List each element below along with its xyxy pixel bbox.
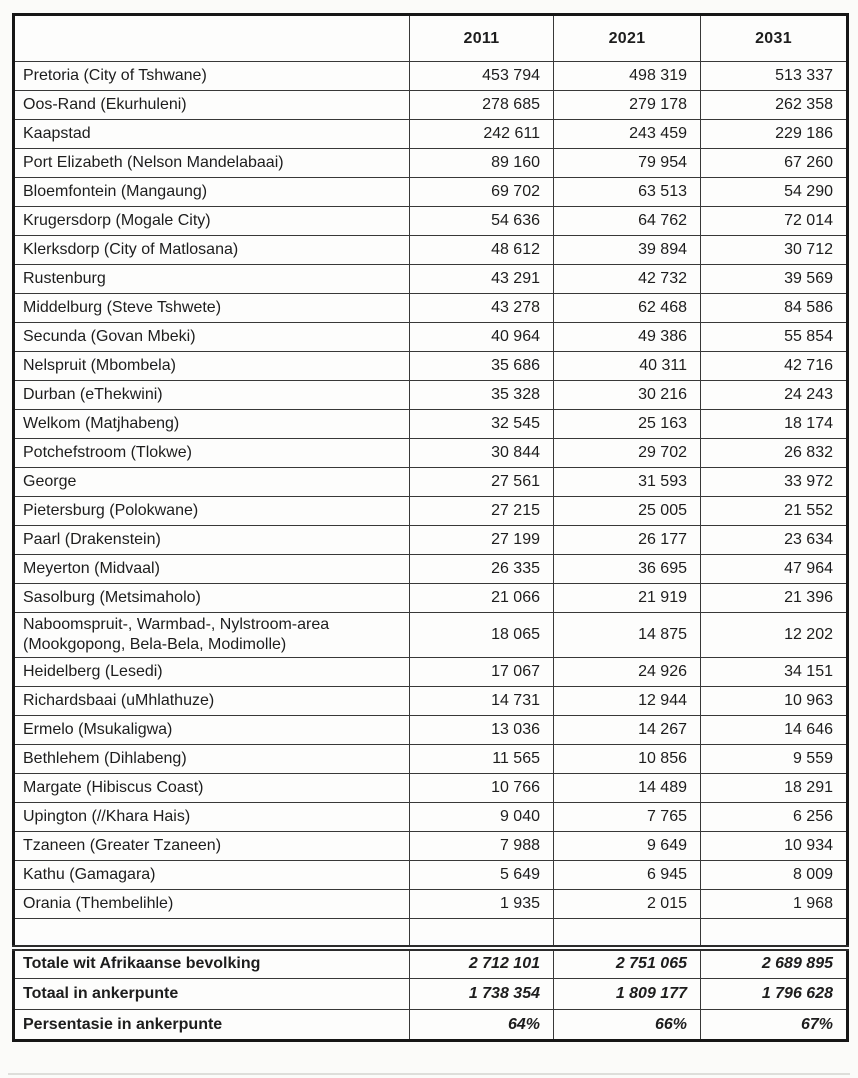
row-value-cell-2021: 29 702: [554, 439, 701, 468]
row-value-cell-2011: 11 565: [410, 745, 554, 774]
row-value-cell-2031: 34 151: [701, 658, 848, 687]
row-value-cell-2011: 10 766: [410, 774, 554, 803]
row-value-cell-2011: 5 649: [410, 861, 554, 890]
table-row: [14, 62, 848, 91]
row-label-cell: Rustenburg: [14, 265, 410, 294]
row-value-cell-2011: 27 215: [410, 497, 554, 526]
row-value-cell-2031: 23 634: [701, 526, 848, 555]
row-value-cell-2031: 10 963: [701, 687, 848, 716]
row-label-cell: Port Elizabeth (Nelson Mandelabaai): [14, 149, 410, 178]
table-row: [14, 468, 848, 497]
table-spacer-body: [14, 919, 848, 948]
row-value-cell-2021: 31 593: [554, 468, 701, 497]
row-label-cell: Paarl (Drakenstein): [14, 526, 410, 555]
row-value-cell-2031: 1 968: [701, 890, 848, 919]
row-value-cell-2021: 9 649: [554, 832, 701, 861]
row-value-cell-2011: 1 935: [410, 890, 554, 919]
row-value-cell-2021: 25 163: [554, 410, 701, 439]
row-value-cell-2021: 6 945: [554, 861, 701, 890]
year-column-header-2011: 2011: [410, 15, 554, 62]
row-value-cell-2031: 262 358: [701, 91, 848, 120]
table-row: [14, 555, 848, 584]
row-label-cell: Bethlehem (Dihlabeng): [14, 745, 410, 774]
row-value-cell-2021: 7 765: [554, 803, 701, 832]
summary-row: [14, 979, 848, 1010]
summary-row: [14, 1010, 848, 1041]
row-label-cell: Orania (Thembelihle): [14, 890, 410, 919]
row-value-cell-2031: 513 337: [701, 62, 848, 91]
row-value-cell-2021: 26 177: [554, 526, 701, 555]
row-value-cell-2011: 17 067: [410, 658, 554, 687]
summary-label-cell: Persentasie in ankerpunte: [14, 1010, 410, 1041]
row-value-cell-2031: 21 552: [701, 497, 848, 526]
table-row: [14, 774, 848, 803]
row-value-cell-2011: 27 561: [410, 468, 554, 497]
row-value-cell-2021: 30 216: [554, 381, 701, 410]
row-label-cell: Secunda (Govan Mbeki): [14, 323, 410, 352]
row-value-cell-2021: 12 944: [554, 687, 701, 716]
summary-value-cell-2011: 2 712 101: [410, 948, 554, 979]
row-value-cell-2011: 69 702: [410, 178, 554, 207]
table-row: [14, 613, 848, 658]
empty-value-cell: [701, 919, 848, 948]
row-value-cell-2011: 7 988: [410, 832, 554, 861]
row-value-cell-2031: 14 646: [701, 716, 848, 745]
table-row: [14, 832, 848, 861]
row-label-cell: Margate (Hibiscus Coast): [14, 774, 410, 803]
row-value-cell-2021: 10 856: [554, 745, 701, 774]
table-summary-body: [14, 948, 848, 1041]
row-label-cell: Nelspruit (Mbombela): [14, 352, 410, 381]
row-value-cell-2021: 14 489: [554, 774, 701, 803]
row-value-cell-2021: 243 459: [554, 120, 701, 149]
row-value-cell-2011: 35 328: [410, 381, 554, 410]
row-value-cell-2031: 6 256: [701, 803, 848, 832]
row-value-cell-2021: 498 319: [554, 62, 701, 91]
row-label-cell: Heidelberg (Lesedi): [14, 658, 410, 687]
row-value-cell-2011: 43 291: [410, 265, 554, 294]
summary-value-cell-2011: 1 738 354: [410, 979, 554, 1010]
summary-value-cell-2021: 2 751 065: [554, 948, 701, 979]
row-value-cell-2021: 24 926: [554, 658, 701, 687]
row-value-cell-2031: 39 569: [701, 265, 848, 294]
table-row: [14, 410, 848, 439]
row-value-cell-2031: 8 009: [701, 861, 848, 890]
row-value-cell-2011: 9 040: [410, 803, 554, 832]
table-row: [14, 149, 848, 178]
row-value-cell-2011: 242 611: [410, 120, 554, 149]
row-value-cell-2031: 24 243: [701, 381, 848, 410]
row-value-cell-2031: 47 964: [701, 555, 848, 584]
row-label-cell: Pietersburg (Polokwane): [14, 497, 410, 526]
table-row: [14, 207, 848, 236]
row-value-cell-2011: 43 278: [410, 294, 554, 323]
table-row: [14, 236, 848, 265]
table-row: [14, 658, 848, 687]
row-value-cell-2031: 30 712: [701, 236, 848, 265]
row-value-cell-2021: 36 695: [554, 555, 701, 584]
row-value-cell-2021: 25 005: [554, 497, 701, 526]
page-edge-shadow: [8, 1073, 850, 1075]
summary-value-cell-2031: 67%: [701, 1010, 848, 1041]
row-value-cell-2021: 279 178: [554, 91, 701, 120]
row-label-cell: Durban (eThekwini): [14, 381, 410, 410]
row-value-cell-2031: 21 396: [701, 584, 848, 613]
row-label-cell: Meyerton (Midvaal): [14, 555, 410, 584]
summary-value-cell-2031: 2 689 895: [701, 948, 848, 979]
table-row: [14, 497, 848, 526]
row-value-cell-2011: 40 964: [410, 323, 554, 352]
row-value-cell-2021: 64 762: [554, 207, 701, 236]
row-value-cell-2021: 42 732: [554, 265, 701, 294]
row-label-cell: Middelburg (Steve Tshwete): [14, 294, 410, 323]
row-value-cell-2011: 278 685: [410, 91, 554, 120]
summary-label-cell: Totale wit Afrikaanse bevolking: [14, 948, 410, 979]
table-row: [14, 323, 848, 352]
summary-label-cell: Totaal in ankerpunte: [14, 979, 410, 1010]
summary-value-cell-2021: 66%: [554, 1010, 701, 1041]
table-row: [14, 265, 848, 294]
table-row: [14, 803, 848, 832]
row-value-cell-2031: 42 716: [701, 352, 848, 381]
row-value-cell-2021: 14 267: [554, 716, 701, 745]
row-value-cell-2031: 54 290: [701, 178, 848, 207]
summary-value-cell-2011: 64%: [410, 1010, 554, 1041]
row-value-cell-2011: 26 335: [410, 555, 554, 584]
row-value-cell-2031: 26 832: [701, 439, 848, 468]
table-row: [14, 120, 848, 149]
row-value-cell-2011: 14 731: [410, 687, 554, 716]
table-row: [14, 526, 848, 555]
empty-value-cell: [410, 919, 554, 948]
row-label-cell: Kaapstad: [14, 120, 410, 149]
row-value-cell-2021: 40 311: [554, 352, 701, 381]
row-value-cell-2021: 14 875: [554, 613, 701, 658]
row-label-cell: Oos-Rand (Ekurhuleni): [14, 91, 410, 120]
row-label-cell: George: [14, 468, 410, 497]
table-row: [14, 584, 848, 613]
row-label-cell: Welkom (Matjhabeng): [14, 410, 410, 439]
row-label-cell: Sasolburg (Metsimaholo): [14, 584, 410, 613]
row-value-cell-2031: 84 586: [701, 294, 848, 323]
year-column-header-2021: 2021: [554, 15, 701, 62]
row-value-cell-2021: 49 386: [554, 323, 701, 352]
table-row: [14, 381, 848, 410]
year-column-header-2031: 2031: [701, 15, 848, 62]
row-value-cell-2011: 30 844: [410, 439, 554, 468]
row-value-cell-2021: 63 513: [554, 178, 701, 207]
row-value-cell-2021: 2 015: [554, 890, 701, 919]
table-row: [14, 91, 848, 120]
population-table: [12, 13, 849, 1042]
row-value-cell-2011: 35 686: [410, 352, 554, 381]
row-value-cell-2021: 79 954: [554, 149, 701, 178]
summary-value-cell-2021: 1 809 177: [554, 979, 701, 1010]
row-value-cell-2021: 39 894: [554, 236, 701, 265]
row-value-cell-2031: 33 972: [701, 468, 848, 497]
table-row: [14, 890, 848, 919]
row-value-cell-2011: 18 065: [410, 613, 554, 658]
table-row: [14, 687, 848, 716]
empty-row: [14, 919, 848, 948]
row-label-cell: Richardsbaai (uMhlathuze): [14, 687, 410, 716]
row-value-cell-2031: 10 934: [701, 832, 848, 861]
table-header-row: [14, 15, 848, 62]
row-label-cell: Bloemfontein (Mangaung): [14, 178, 410, 207]
summary-value-cell-2031: 1 796 628: [701, 979, 848, 1010]
row-value-cell-2011: 13 036: [410, 716, 554, 745]
row-label-cell: Upington (//Khara Hais): [14, 803, 410, 832]
empty-value-cell: [554, 919, 701, 948]
row-value-cell-2031: 229 186: [701, 120, 848, 149]
row-value-cell-2031: 9 559: [701, 745, 848, 774]
row-value-cell-2031: 18 174: [701, 410, 848, 439]
table-row: [14, 861, 848, 890]
row-label-cell: Kathu (Gamagara): [14, 861, 410, 890]
row-value-cell-2031: 55 854: [701, 323, 848, 352]
row-label-cell: Potchefstroom (Tlokwe): [14, 439, 410, 468]
table-body: [14, 62, 848, 919]
table-row: [14, 716, 848, 745]
summary-row: [14, 948, 848, 979]
table-row: [14, 352, 848, 381]
row-value-cell-2011: 89 160: [410, 149, 554, 178]
row-value-cell-2011: 54 636: [410, 207, 554, 236]
empty-label-cell: [14, 919, 410, 948]
corner-header-cell: [14, 15, 410, 62]
row-value-cell-2031: 12 202: [701, 613, 848, 658]
row-label-cell: Ermelo (Msukaligwa): [14, 716, 410, 745]
row-value-cell-2011: 21 066: [410, 584, 554, 613]
table-row: [14, 439, 848, 468]
row-label-cell: Pretoria (City of Tshwane): [14, 62, 410, 91]
row-value-cell-2031: 67 260: [701, 149, 848, 178]
row-label-cell: Tzaneen (Greater Tzaneen): [14, 832, 410, 861]
row-value-cell-2031: 18 291: [701, 774, 848, 803]
row-label-cell: Krugersdorp (Mogale City): [14, 207, 410, 236]
table-row: [14, 294, 848, 323]
row-value-cell-2021: 21 919: [554, 584, 701, 613]
row-value-cell-2011: 32 545: [410, 410, 554, 439]
table-row: [14, 178, 848, 207]
table-row: [14, 745, 848, 774]
row-value-cell-2011: 27 199: [410, 526, 554, 555]
row-value-cell-2011: 48 612: [410, 236, 554, 265]
row-label-cell: Klerksdorp (City of Matlosana): [14, 236, 410, 265]
row-value-cell-2021: 62 468: [554, 294, 701, 323]
row-label-cell: Naboomspruit-, Warmbad-, Nylstroom-area (Mookgopong, Bela-Bela, Modimolle): [14, 613, 410, 658]
row-value-cell-2011: 453 794: [410, 62, 554, 91]
row-value-cell-2031: 72 014: [701, 207, 848, 236]
